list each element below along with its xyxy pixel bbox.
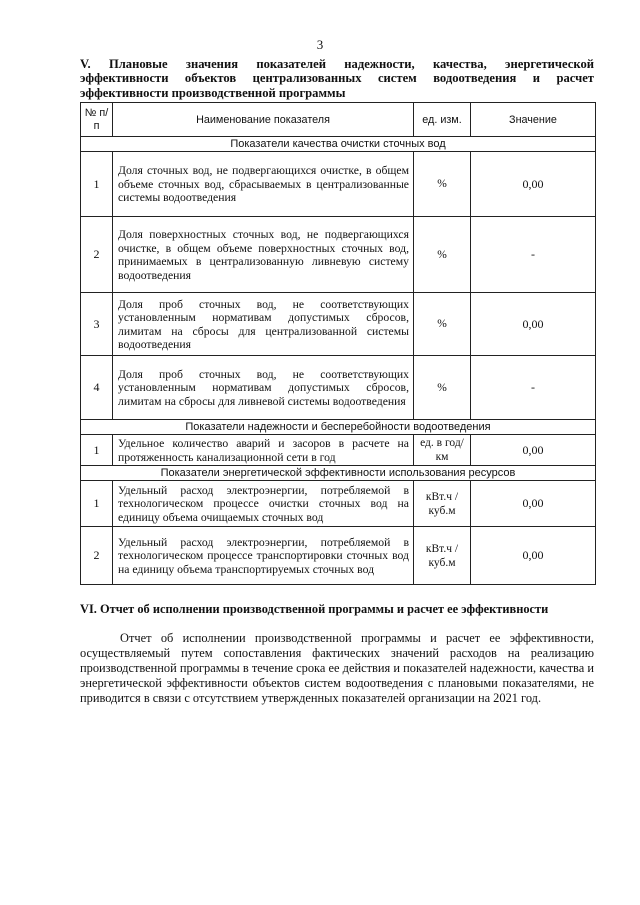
header-name: Наименование показателя xyxy=(113,103,414,137)
row-value: 0,00 xyxy=(471,293,596,356)
row-name: Доля проб сточных вод, не соответствующих установленным нормативам допустимых сбросов, лимитам на сбросы для централизованной системы водоотведения xyxy=(113,293,414,356)
row-name: Удельное количество аварий и засоров в расчете на протяженность канализационной сети в год xyxy=(113,435,414,466)
table-row xyxy=(81,293,596,356)
row-num: 3 xyxy=(81,293,113,356)
page-number: 3 xyxy=(316,37,324,52)
section-5-title: V. Плановые значения показателей надежности, качества, энергетической эффективности объектов централизованных систем водоотведения и расчет эффективности производственной программы xyxy=(80,57,594,100)
row-num: 1 xyxy=(81,435,113,466)
row-unit: кВт.ч / куб.м xyxy=(414,527,471,585)
indicators-table xyxy=(80,102,596,585)
group-title: Показатели надежности и бесперебойности водоотведения xyxy=(81,420,596,435)
row-name: Удельный расход электроэнергии, потребляемой в технологическом процессе транспортировки сточных вод на единицу объема транспортируемых сточных вод xyxy=(113,527,414,585)
row-value: 0,00 xyxy=(471,527,596,585)
row-value: 0,00 xyxy=(471,481,596,527)
row-value: - xyxy=(471,356,596,420)
group-row-quality xyxy=(81,137,596,152)
row-name: Доля проб сточных вод, не соответствующих установленным нормативам допустимых сбросов, лимитам на сбросы для ливневой системы водоотведения xyxy=(113,356,414,420)
row-unit: кВт.ч / куб.м xyxy=(414,481,471,527)
group-title: Показатели качества очистки сточных вод xyxy=(81,137,596,152)
table-row xyxy=(81,527,596,585)
row-value: - xyxy=(471,217,596,293)
group-row-energy xyxy=(81,466,596,481)
header-num: № п/п xyxy=(81,103,113,137)
row-unit: % xyxy=(414,152,471,217)
row-value: 0,00 xyxy=(471,435,596,466)
row-unit: % xyxy=(414,217,471,293)
table-row xyxy=(81,152,596,217)
row-value: 0,00 xyxy=(471,152,596,217)
header-unit: ед. изм. xyxy=(414,103,471,137)
table-header-row xyxy=(81,103,596,137)
row-name: Удельный расход электроэнергии, потребляемой в технологическом процессе очистки сточных вод на единицу объема очищаемых сточных вод xyxy=(113,481,414,527)
table-row xyxy=(81,481,596,527)
table-row xyxy=(81,435,596,466)
row-name: Доля сточных вод, не подвергающихся очистке, в общем объеме сточных вод, сбрасываемых в централизованные системы водоотведения xyxy=(113,152,414,217)
row-unit: ед. в год/ км xyxy=(414,435,471,466)
row-num: 1 xyxy=(81,481,113,527)
row-num: 2 xyxy=(81,527,113,585)
header-value: Значение xyxy=(471,103,596,137)
row-unit: % xyxy=(414,356,471,420)
row-unit: % xyxy=(414,293,471,356)
table-row xyxy=(81,217,596,293)
section-6-paragraph: Отчет об исполнении производственной программы и расчет ее эффективности, осуществляемый путем сопоставления фактических значений расходов на реализацию производственной программы в течение срока ее действия и показателей надежности, качества и энергетической эффективности объектов систем водоотведения с плановыми показателями, не приводится в связи с отсутствием утвержденных показателей организации на 2021 год. xyxy=(80,631,594,706)
table-row xyxy=(81,356,596,420)
section-6-title: VI. Отчет об исполнении производственной программы и расчет ее эффективности xyxy=(80,602,549,616)
row-name: Доля поверхностных сточных вод, не подвергающихся очистке, в общем объеме поверхностных сточных вод, принимаемых в централизованную ливневую систему водоотведения xyxy=(113,217,414,293)
row-num: 4 xyxy=(81,356,113,420)
group-row-reliability xyxy=(81,420,596,435)
row-num: 1 xyxy=(81,152,113,217)
row-num: 2 xyxy=(81,217,113,293)
group-title: Показатели энергетической эффективности использования ресурсов xyxy=(81,466,596,481)
